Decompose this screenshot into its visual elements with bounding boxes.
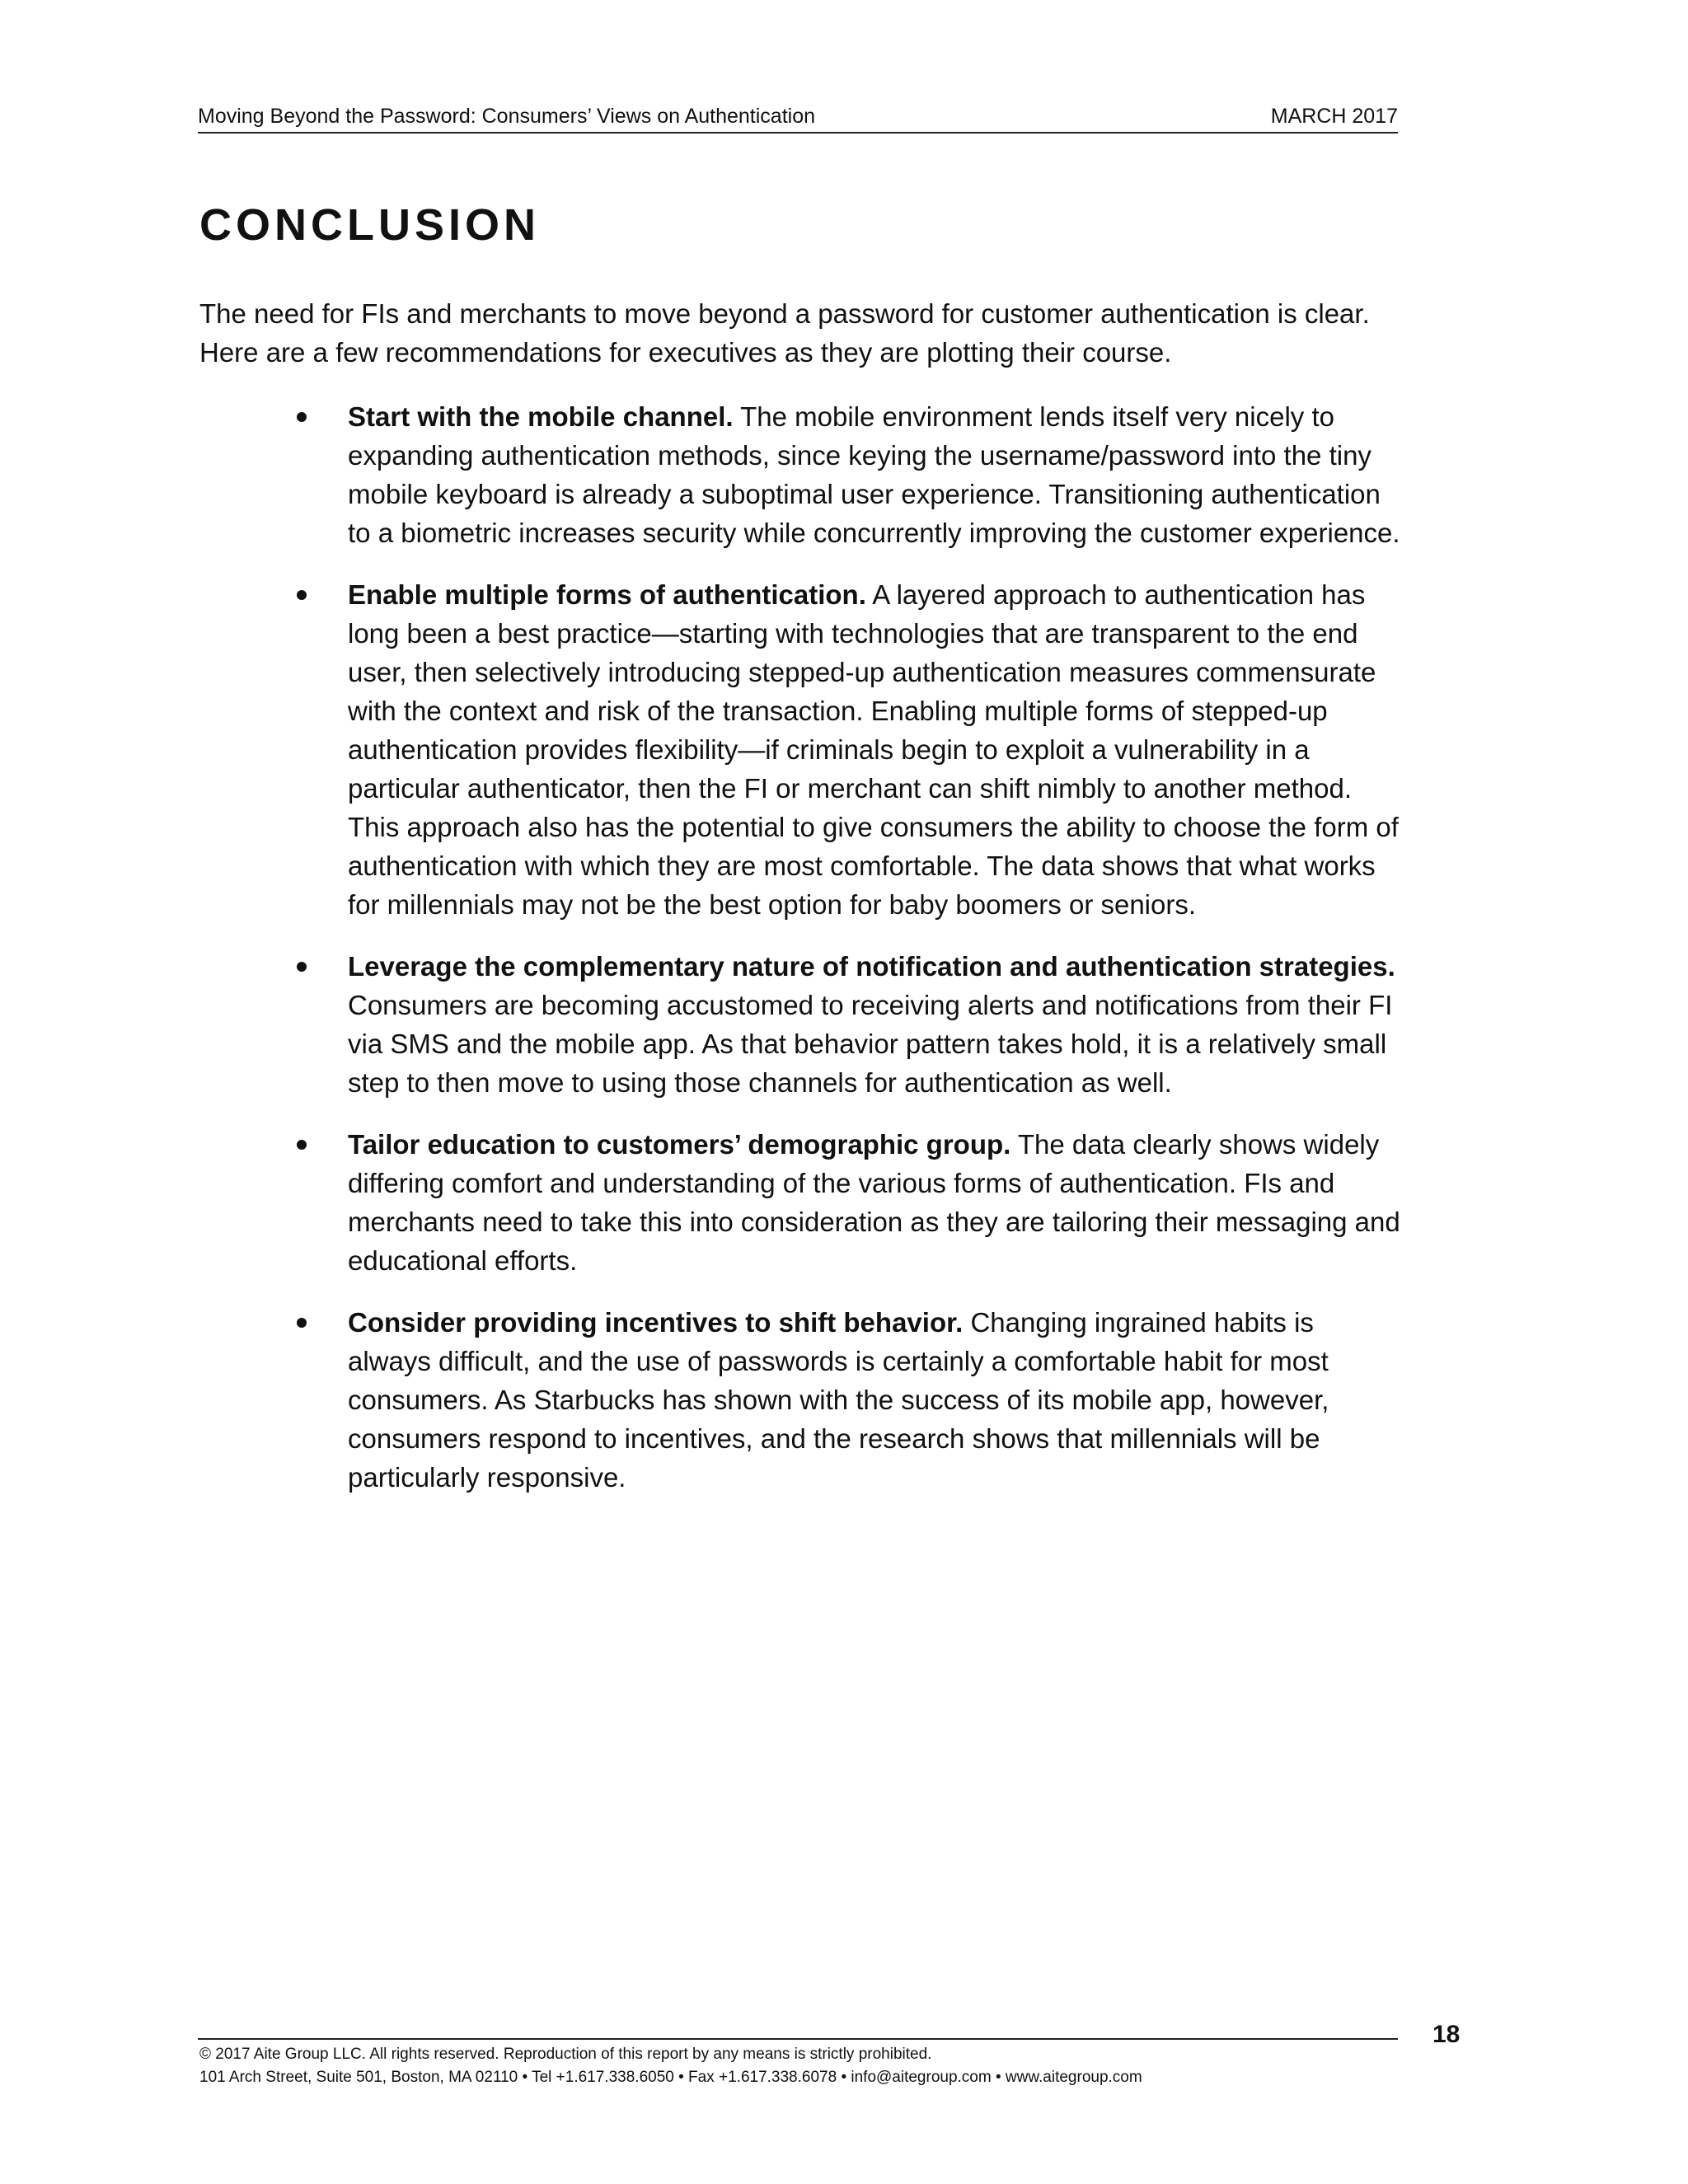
recommendations-list <box>297 397 1401 1520</box>
recommendation-title: Tailor education to customers’ demographic group. <box>348 1129 1011 1160</box>
recommendation-text: A layered approach to authentication has long been a best practice—starting with technologies that are transparent to the end user, then selectively introducing stepped-up authentication measures commensurate with the context and risk of the transaction. Enabling multiple forms of stepped-up authentication provides flexibility—if criminals begin to exploit a vulnerability in a particular authenticator, then the FI or merchant can shift nimbly to another method. This approach also has the potential to give consumers the ability to choose the form of authentication with which they are most comfortable. The data shows that what works for millennials may not be the best option for baby boomers or seniors. <box>348 579 1399 920</box>
bullet-icon <box>297 1318 307 1328</box>
bullet-icon <box>297 412 307 422</box>
recommendation-text: Consumers are becoming accustomed to receiving alerts and notifications from their FI via SMS and the mobile app. As that behavior pattern takes hold, it is a relatively small step to then move to using those channels for authentication as well. <box>348 990 1393 1098</box>
section-title: CONCLUSION <box>199 200 540 250</box>
recommendation-item <box>297 1125 1401 1280</box>
bullet-icon <box>297 1140 307 1150</box>
bullet-icon <box>297 590 307 600</box>
bullet-icon <box>297 962 307 972</box>
recommendation-text: Changing ingrained habits is always difficult, and the use of passwords is certainly a comfortable habit for most consumers. As Starbucks has shown with the success of its mobile app, however, consumers respond to incentives, and the research shows that millennials will be particularly responsive. <box>348 1307 1329 1493</box>
header-date: MARCH 2017 <box>1270 105 1398 128</box>
recommendation-item <box>297 397 1401 552</box>
recommendation-text: The data clearly shows widely differing comfort and understanding of the various forms of authentication. FIs and merchants need to take this into consideration as they are tailoring their messaging and educational efforts. <box>348 1129 1400 1276</box>
footer-divider <box>198 2038 1398 2040</box>
recommendation-title: Consider providing incentives to shift behavior. <box>348 1307 964 1338</box>
recommendation-item <box>297 947 1401 1102</box>
recommendation-text: The mobile environment lends itself very nicely to expanding authentication methods, since keying the username/password into the tiny mobile keyboard is already a suboptimal user experience. Transitioning authentication to a biometric increases security while concurrently improving the customer experience. <box>348 401 1400 548</box>
footer-copyright: © 2017 Aite Group LLC. All rights reserved. Reproduction of this report by any means is strictly prohibited. <box>199 2046 932 2063</box>
recommendation-title: Leverage the complementary nature of notification and authentication strategies. <box>348 951 1395 982</box>
page-header <box>198 101 1398 134</box>
recommendation-item <box>297 575 1401 924</box>
header-document-title: Moving Beyond the Password: Consumers’ Views on Authentication <box>198 105 816 128</box>
intro-paragraph: The need for FIs and merchants to move beyond a password for customer authentication is clear. Here are a few recommendations for executives as they are plotting their course. <box>199 298 1370 368</box>
recommendation-title: Enable multiple forms of authentication. <box>348 579 866 610</box>
page-number: 18 <box>1432 2021 1461 2048</box>
footer-address: 101 Arch Street, Suite 501, Boston, MA 02110 • Tel +1.617.338.6050 • Fax +1.617.338.6078 • info@aitegroup.com • www.aitegroup.com <box>199 2069 1142 2086</box>
recommendation-title: Start with the mobile channel. <box>348 401 734 432</box>
recommendation-item <box>297 1303 1401 1497</box>
